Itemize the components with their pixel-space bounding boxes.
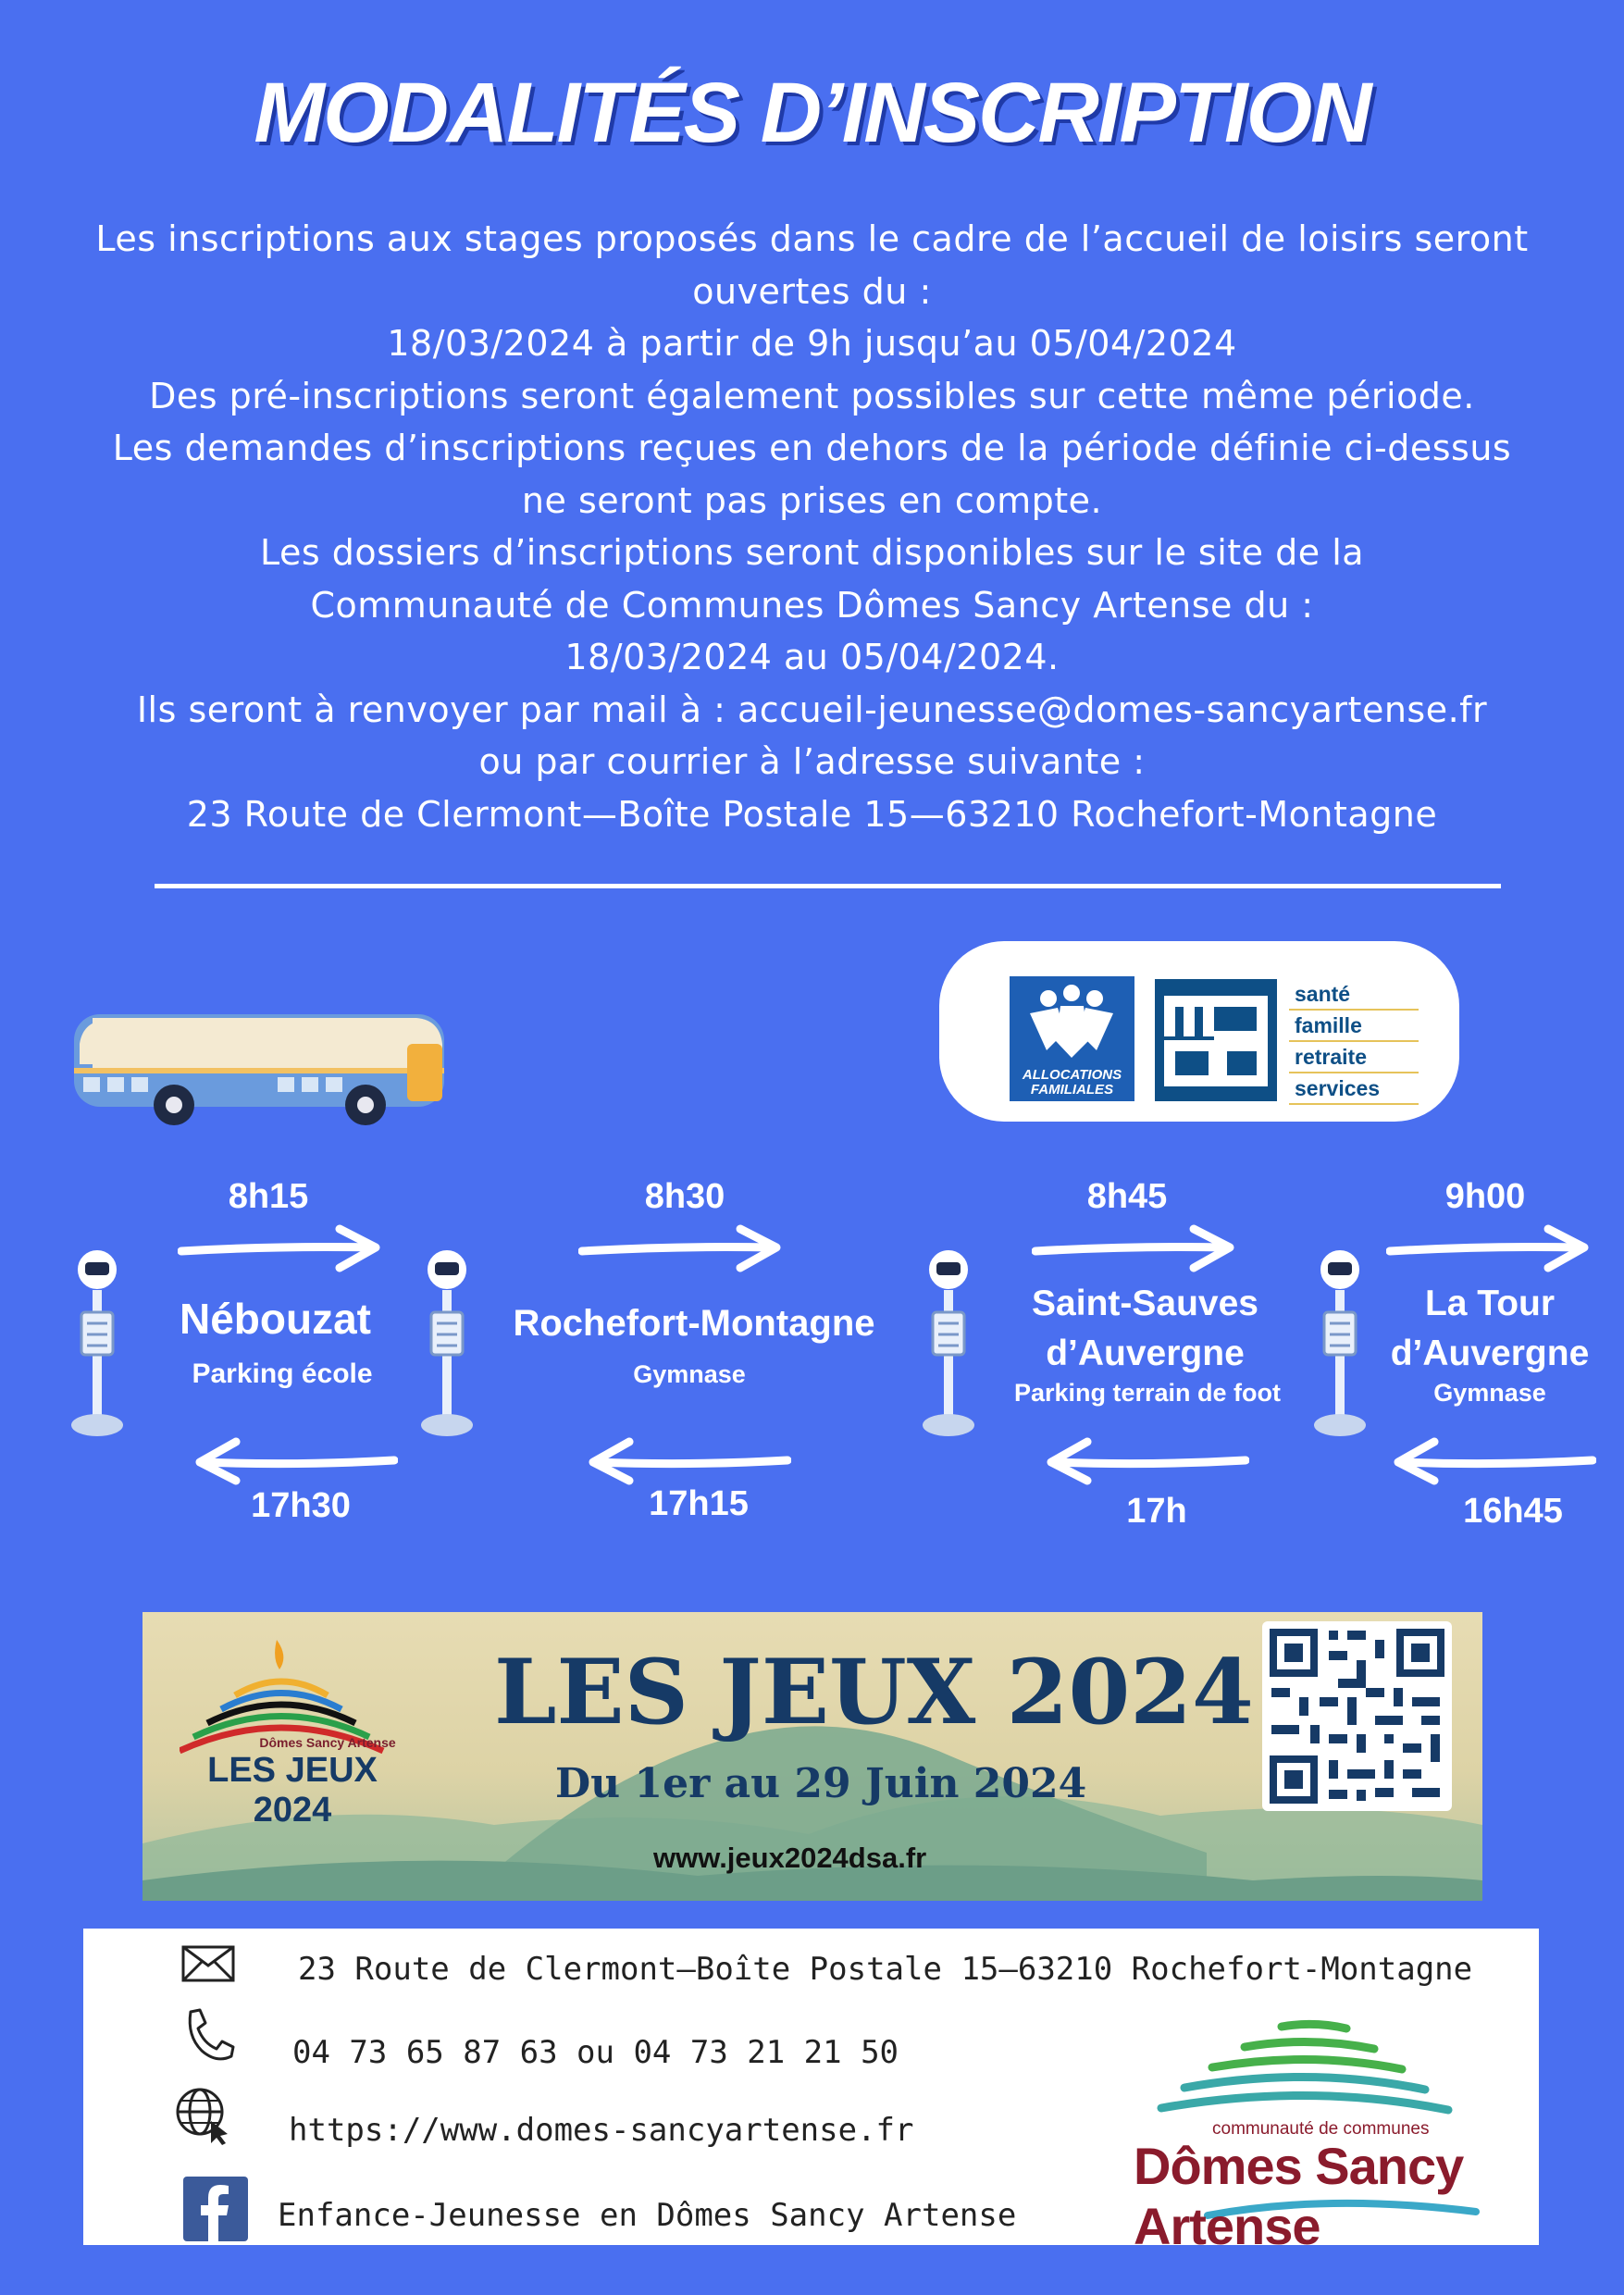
msa-line: services <box>1289 1073 1419 1105</box>
stop-name: Nébouzat <box>180 1295 371 1343</box>
bus-stop-icon <box>416 1247 477 1442</box>
caf-people-icon <box>1010 976 1134 1069</box>
intro-line: Des pré-inscriptions seront également possibles sur cette même période. <box>149 375 1475 416</box>
arrow-right-icon <box>1032 1222 1240 1277</box>
msa-logo <box>1155 979 1277 1101</box>
arrow-left-icon <box>190 1434 398 1490</box>
arrow-left-icon <box>583 1434 791 1490</box>
bus-stop-icon <box>67 1247 128 1442</box>
intro-text <box>74 213 1550 840</box>
qr-code-icon <box>1262 1621 1452 1811</box>
intro-line: ou par courrier à l’adresse suivante : <box>478 741 1146 782</box>
caf-logo <box>1010 976 1134 1101</box>
banner-url[interactable]: www.jeux2024dsa.fr <box>653 1842 927 1874</box>
contact-website[interactable]: https://www.domes-sancyartense.fr <box>289 2112 914 2149</box>
bus-icon <box>65 1007 458 1132</box>
return-time: 16h45 <box>1463 1492 1563 1531</box>
intro-line: Communauté de Communes Dômes Sancy Artense du : <box>310 584 1314 626</box>
envelope-icon <box>181 1945 235 1982</box>
intro-line: ne seront pas prises en compte. <box>521 479 1103 521</box>
return-time: 17h30 <box>251 1486 351 1525</box>
contact-address: 23 Route de Clermont—Boîte Postale 15—63210 Rochefort-Montagne <box>298 1951 1473 1988</box>
intro-line-email[interactable]: Ils seront à renvoyer par mail à : accueil-jeunesse@domes-sancyartense.fr <box>136 688 1488 730</box>
games-logo-title: LES JEUX 2024 <box>207 1751 378 1830</box>
msa-line: famille <box>1289 1011 1419 1042</box>
arrow-right-icon <box>578 1222 787 1277</box>
msa-line: retraite <box>1289 1042 1419 1073</box>
stop-sub: Gymnase <box>633 1360 746 1388</box>
intro-line: ouvertes du : <box>692 270 932 312</box>
msa-line: santé <box>1289 979 1419 1011</box>
contact-phone[interactable]: 04 73 65 87 63 ou 04 73 21 21 50 <box>292 2034 899 2071</box>
section-divider <box>155 884 1501 888</box>
stop-name-line: d’Auvergne <box>1046 1334 1245 1373</box>
stop-sub: Gymnase <box>1433 1379 1546 1407</box>
facebook-icon[interactable] <box>183 2177 248 2241</box>
dsa-logo-subtitle: communauté de communes <box>1212 2119 1430 2139</box>
intro-line: Les demandes d’inscriptions reçues en dehors de la période définie ci-dessus <box>112 428 1512 468</box>
qr-code[interactable] <box>1262 1621 1452 1811</box>
arrow-right-icon <box>178 1222 386 1277</box>
games-logo-org: Dômes Sancy Artense <box>259 1735 396 1750</box>
intro-line-address: 23 Route de Clermont—Boîte Postale 15—63210 Rochefort-Montagne <box>186 793 1438 835</box>
banner-dates: Du 1er au 29 Juin 2024 <box>555 1760 1087 1807</box>
intro-line: Les dossiers d’inscriptions seront disponibles sur le site de la <box>259 532 1365 573</box>
arrow-left-icon <box>1041 1434 1249 1490</box>
outbound-time: 9h00 <box>1444 1177 1526 1216</box>
banner-title: LES JEUX 2024 <box>494 1640 1254 1744</box>
outbound-time: 8h15 <box>228 1177 309 1216</box>
msa-letters-icon <box>1155 979 1277 1101</box>
caf-label: ALLOCATIONS FAMILIALES <box>1022 1067 1122 1098</box>
intro-line: Les inscriptions aux stages proposés dans le cadre de l’accueil de loisirs seront <box>95 218 1529 259</box>
bus-stop-icon <box>918 1247 979 1442</box>
dsa-logo-name: Dômes Sancy Artense <box>1134 2137 1464 2255</box>
stop-sub: Parking terrain de foot <box>1013 1379 1282 1407</box>
stop-name-line: Saint-Sauves <box>1032 1284 1258 1323</box>
phone-icon <box>180 2006 237 2066</box>
stop-name: Rochefort-Montagne <box>513 1303 875 1344</box>
stop-name <box>981 1279 1309 1379</box>
stop-sub: Parking école <box>192 1358 373 1389</box>
stop-name-line: d’Auvergne <box>1390 1334 1590 1373</box>
return-time: 17h <box>1126 1492 1187 1531</box>
outbound-time: 8h30 <box>644 1177 725 1216</box>
bus-stop-icon <box>1309 1247 1370 1442</box>
outbound-time: 8h45 <box>1086 1177 1168 1216</box>
intro-line: 18/03/2024 à partir de 9h jusqu’au 05/04/2024 <box>387 323 1237 364</box>
return-time: 17h15 <box>649 1484 749 1523</box>
page-title: MODALITÉS D’INSCRIPTION <box>254 66 1370 160</box>
contact-facebook[interactable]: Enfance-Jeunesse en Dômes Sancy Artense <box>278 2197 1017 2234</box>
arrow-left-icon <box>1388 1434 1596 1490</box>
stop-name-line: La Tour <box>1424 1284 1556 1323</box>
msa-tagline <box>1289 979 1419 1105</box>
stop-name <box>1374 1279 1605 1379</box>
arrow-right-icon <box>1386 1222 1594 1277</box>
globe-icon <box>174 2086 235 2147</box>
games-banner <box>143 1612 1482 1901</box>
intro-line: 18/03/2024 au 05/04/2024. <box>564 637 1060 677</box>
